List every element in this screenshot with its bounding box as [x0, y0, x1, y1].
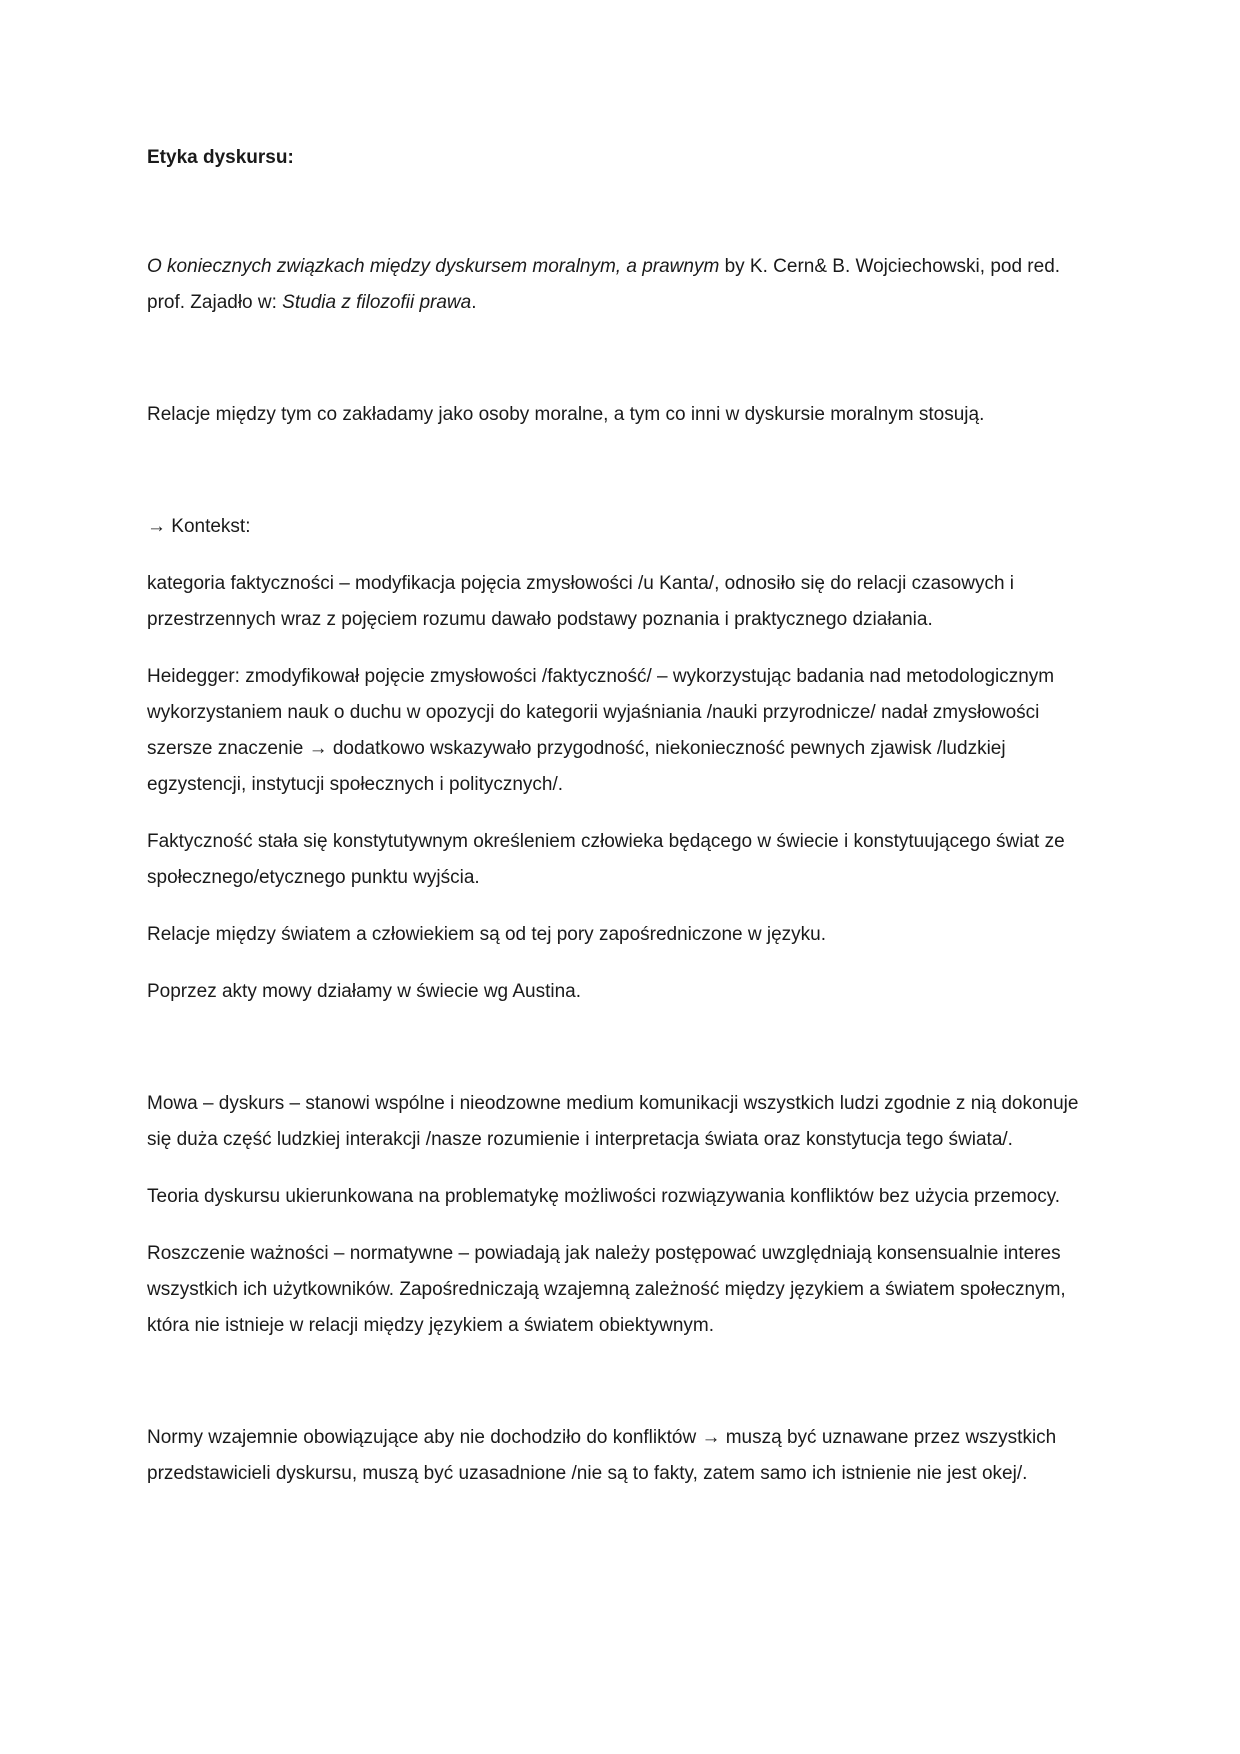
- citation: [147, 249, 1097, 321]
- paragraph-language-mediation: Relacje między światem a człowiekiem są od tej pory zapośredniczone w języku.: [147, 924, 827, 945]
- document-title: Etyka dyskursu:: [147, 147, 294, 168]
- paragraph-validity-claim: Roszczenie ważności – normatywne – powiadają jak należy postępować uwzględniają konsensualnie interes wszystkich ich użytkowników. Zapośredniczają wzajemną zależność między językiem a światem społecznym, która nie istnieje w relacji między językiem a światem obiektywnym.: [147, 1243, 1066, 1336]
- paragraph-speech-discourse: Mowa – dyskurs – stanowi wspólne i nieodzowne medium komunikacji wszystkich ludzi zgodnie z nią dokonuje się duża część ludzkiej interakcji /nasze rozumienie i interpretacja świata oraz konstytucja tego świata/.: [147, 1093, 1079, 1150]
- citation-source: Studia z filozofii prawa: [282, 292, 472, 313]
- paragraph-context-heading: → Kontekst:: [147, 516, 251, 537]
- citation-italic-title: O koniecznych związkach między dyskursem moralnym, a prawnym: [147, 256, 720, 277]
- paragraph-facticity: kategoria faktyczności – modyfikacja pojęcia zmysłowości /u Kanta/, odnosiło się do relacji czasowych i przestrzennych wraz z pojęciem rozumu dawało podstawy poznania i praktycznego działania.: [147, 573, 1015, 630]
- paragraph-speech-acts: Poprzez akty mowy działamy w świecie wg Austina.: [147, 981, 581, 1002]
- paragraph-relations: Relacje między tym co zakładamy jako osoby moralne, a tym co inni w dyskursie moralnym stosują.: [147, 404, 985, 425]
- paragraph-facticity-constitutive: Faktyczność stała się konstytutywnym określeniem człowieka będącego w świecie i konstytuującego świat ze społecznego/etycznego punktu wyjścia.: [147, 831, 1065, 888]
- document-body: [147, 140, 1097, 1492]
- paragraph-norms: Normy wzajemnie obowiązujące aby nie dochodziło do konfliktów → muszą być uznawane przez wszystkich przedstawicieli dyskursu, muszą być uzasadnione /nie są to fakty, zatem samo ich istnienie nie jest okej/.: [147, 1427, 1057, 1484]
- paragraph-discourse-theory: Teoria dyskursu ukierunkowana na problematykę możliwości rozwiązywania konfliktów bez użycia przemocy.: [147, 1186, 1061, 1207]
- citation-end: .: [471, 292, 477, 313]
- paragraph-heidegger: Heidegger: zmodyfikował pojęcie zmysłowości /faktyczność/ – wykorzystując badania nad metodologicznym wykorzystaniem nauk o duchu w opozycji do kategorii wyjaśniania /nauki przyrodnicze/ nadał zmysłowości szersze znaczenie → dodatkowo wskazywało przygodność, niekonieczność pewnych zjawisk /ludzkiej egzystencji, instytucji społecznych i politycznych/.: [147, 666, 1055, 795]
- citation-authors: by K. Cern& B. Wojciechowski, pod red. prof. Zajadło w:: [147, 256, 1061, 313]
